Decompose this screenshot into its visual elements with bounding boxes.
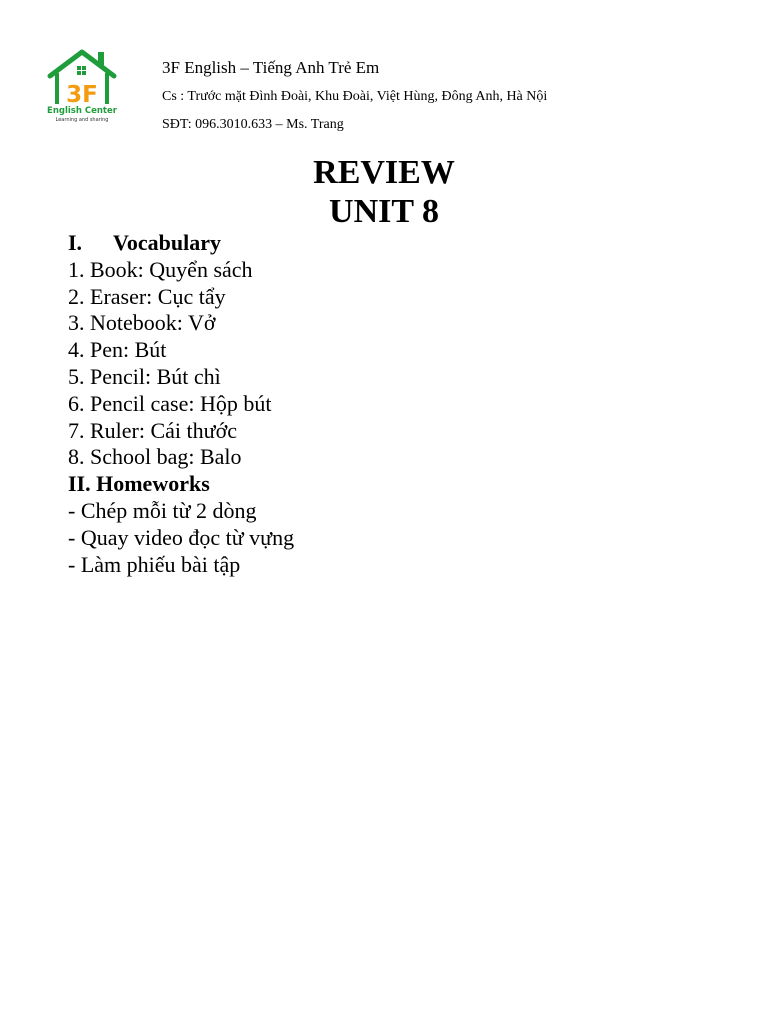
homework-item: - Quay video đọc từ vựng bbox=[68, 524, 295, 550]
org-address: Cs : Trước mặt Đình Đoài, Khu Đoài, Việt Hùng, Đông Anh, Hà Nội bbox=[162, 89, 548, 104]
vocab-item: 2. Eraser: Cục tẩy bbox=[68, 283, 226, 309]
logo-name: English Center bbox=[47, 106, 117, 116]
page-title: REVIEW bbox=[313, 154, 455, 191]
vocab-item: 3. Notebook: Vở bbox=[68, 310, 216, 336]
vocab-item: 1. Book: Quyển sách bbox=[68, 256, 253, 282]
vocabulary-number: I. bbox=[68, 230, 83, 255]
logo-mark: 3F bbox=[66, 82, 98, 108]
vocab-item: 8. School bag: Balo bbox=[68, 444, 242, 470]
homework-item: - Làm phiếu bài tập bbox=[68, 551, 241, 577]
vocab-item: 4. Pen: Bút bbox=[68, 337, 167, 363]
document-body bbox=[68, 230, 294, 578]
vocab-item: 6. Pencil case: Hộp bút bbox=[68, 390, 272, 416]
org-phone: SĐT: 096.3010.633 – Ms. Trang bbox=[162, 117, 344, 132]
vocabulary-heading-label: Vocabulary bbox=[113, 230, 221, 255]
page-subtitle: UNIT 8 bbox=[329, 193, 439, 230]
house-logo-icon bbox=[44, 46, 120, 126]
vocab-item: 7. Ruler: Cái thước bbox=[68, 417, 237, 443]
org-name: 3F English – Tiếng Anh Trẻ Em bbox=[162, 58, 380, 77]
logo-tagline: Learning and sharing bbox=[55, 117, 109, 123]
homework-item: - Chép mỗi từ 2 dòng bbox=[68, 497, 257, 523]
vocabulary-heading bbox=[68, 230, 294, 257]
homeworks-heading: II. Homeworks bbox=[68, 471, 210, 497]
vocab-item: 5. Pencil: Bút chì bbox=[68, 363, 221, 389]
